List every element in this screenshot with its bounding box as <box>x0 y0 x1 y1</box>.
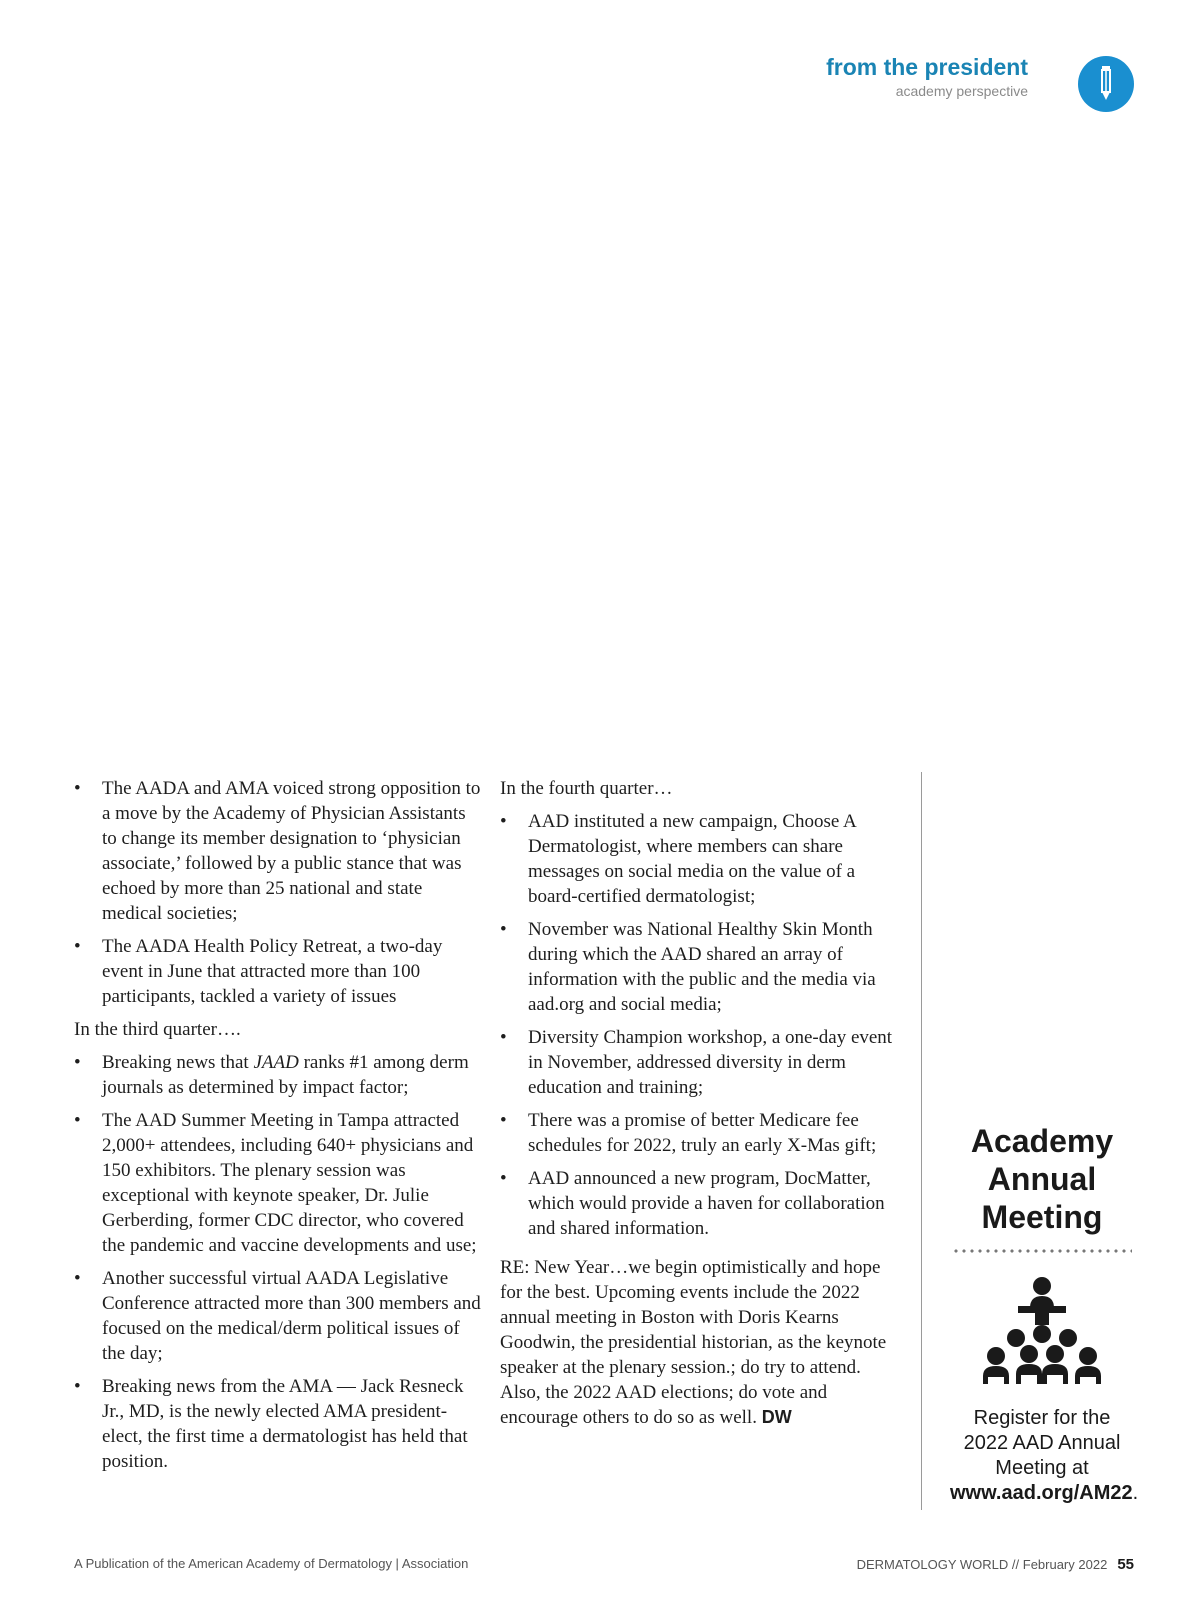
journal-name: JAAD <box>253 1052 299 1073</box>
footer-issue: DERMATOLOGY WORLD // February 2022 55 <box>856 1556 1134 1573</box>
bullet-list-fourth-quarter <box>500 809 904 1241</box>
bullet-icon: • <box>74 1268 81 1289</box>
column-divider <box>921 772 922 1510</box>
pencil-icon <box>1078 56 1134 112</box>
list-item: • The AADA Health Policy Retreat, a two-day event in June that attracted more than 100 participants, tackled a variety of issues <box>74 936 443 1007</box>
page-number: 55 <box>1117 1556 1134 1573</box>
list-item: • Breaking news that JAAD ranks #1 among derm journals as determined by impact factor; <box>74 1052 469 1098</box>
signoff: DW <box>761 1407 792 1427</box>
register-link[interactable]: www.aad.org/AM22 <box>950 1482 1133 1504</box>
sidebar-title-line-2: Annual <box>987 1161 1097 1197</box>
header-badge <box>1078 56 1134 112</box>
bullet-icon: • <box>74 1376 81 1397</box>
list-item: • Diversity Champion workshop, a one-day event in November, addressed diversity in derm education and training; <box>500 1027 893 1098</box>
footer-publication: A Publication of the American Academy of Dermatology | Association <box>74 1556 469 1571</box>
sidebar-title-line-3: Meeting <box>981 1199 1103 1235</box>
middle-column <box>500 776 904 1438</box>
dotted-divider <box>952 1248 1132 1254</box>
list-item: • AAD instituted a new campaign, Choose A Dermatologist, where members can share messages on social media on the value of a board-certified dermatologist; <box>500 811 856 907</box>
list-item: • The AAD Summer Meeting in Tampa attracted 2,000+ attendees, including 640+ physicians and 150 exhibitors. The plenary session was exceptional with keynote speaker, Dr. Julie Gerberding, former CDC director, who covered the pandemic and vaccine developments and use; <box>74 1110 477 1256</box>
bullet-list-third-quarter <box>74 1050 482 1474</box>
bullet-icon: • <box>500 919 507 940</box>
bullet-icon: • <box>500 1027 507 1048</box>
list-item: • Breaking news from the AMA — Jack Resneck Jr., MD, is the newly elected AMA president-elect, the first time a dermatologist has held that position. <box>74 1376 468 1472</box>
bullet-icon: • <box>74 1052 81 1073</box>
annual-meeting-sidebar <box>950 1122 1139 1506</box>
bullet-icon: • <box>500 1110 507 1131</box>
list-item: • The AADA and AMA voiced strong opposition to a move by the Academy of Physician Assistants to change its member designation to ‘physician associate,’ followed by a public stance that was echoed by more than 25 national and state medical societies; <box>74 778 481 924</box>
bullet-icon: • <box>74 778 81 799</box>
fourth-quarter-intro: In the fourth quarter… <box>500 778 673 799</box>
list-item: • Another successful virtual AADA Legislative Conference attracted more than 300 members and focused on the medical/derm political issues of the day; <box>74 1268 481 1364</box>
bullet-icon: • <box>74 1110 81 1131</box>
section-header <box>826 54 1028 100</box>
list-item: • AAD announced a new program, DocMatter, which would provide a haven for collaboration and shared information. <box>500 1168 885 1239</box>
bullet-list-first-half <box>74 776 482 1009</box>
list-item: • There was a promise of better Medicare fee schedules for 2022, truly an early X-Mas gift; <box>500 1110 877 1156</box>
bullet-icon: • <box>74 936 81 957</box>
section-title: from the president <box>826 54 1028 80</box>
third-quarter-intro: In the third quarter…. <box>74 1019 241 1040</box>
audience-podium-icon <box>980 1276 1104 1388</box>
bullet-icon: • <box>500 1168 507 1189</box>
section-subtitle: academy perspective <box>895 83 1028 99</box>
list-item: • November was National Healthy Skin Month during which the AAD shared an array of information with the public and the media via aad.org and social media; <box>500 919 876 1015</box>
register-text: Register for the 2022 AAD Annual Meeting at www.aad.org/AM22. <box>950 1407 1139 1504</box>
sidebar-title-line-1: Academy <box>970 1123 1114 1159</box>
closing-paragraph: RE: New Year…we begin optimistically and hope for the best. Upcoming events include the 2022 annual meeting in Boston with Doris Kearns Goodwin, the presidential historian, as the keynote speaker at the plenary session.; do try to attend. Also, the 2022 AAD elections; do vote and encourage others to do so as well. DW <box>500 1257 887 1428</box>
bullet-icon: • <box>500 811 507 832</box>
left-column <box>74 776 482 1482</box>
